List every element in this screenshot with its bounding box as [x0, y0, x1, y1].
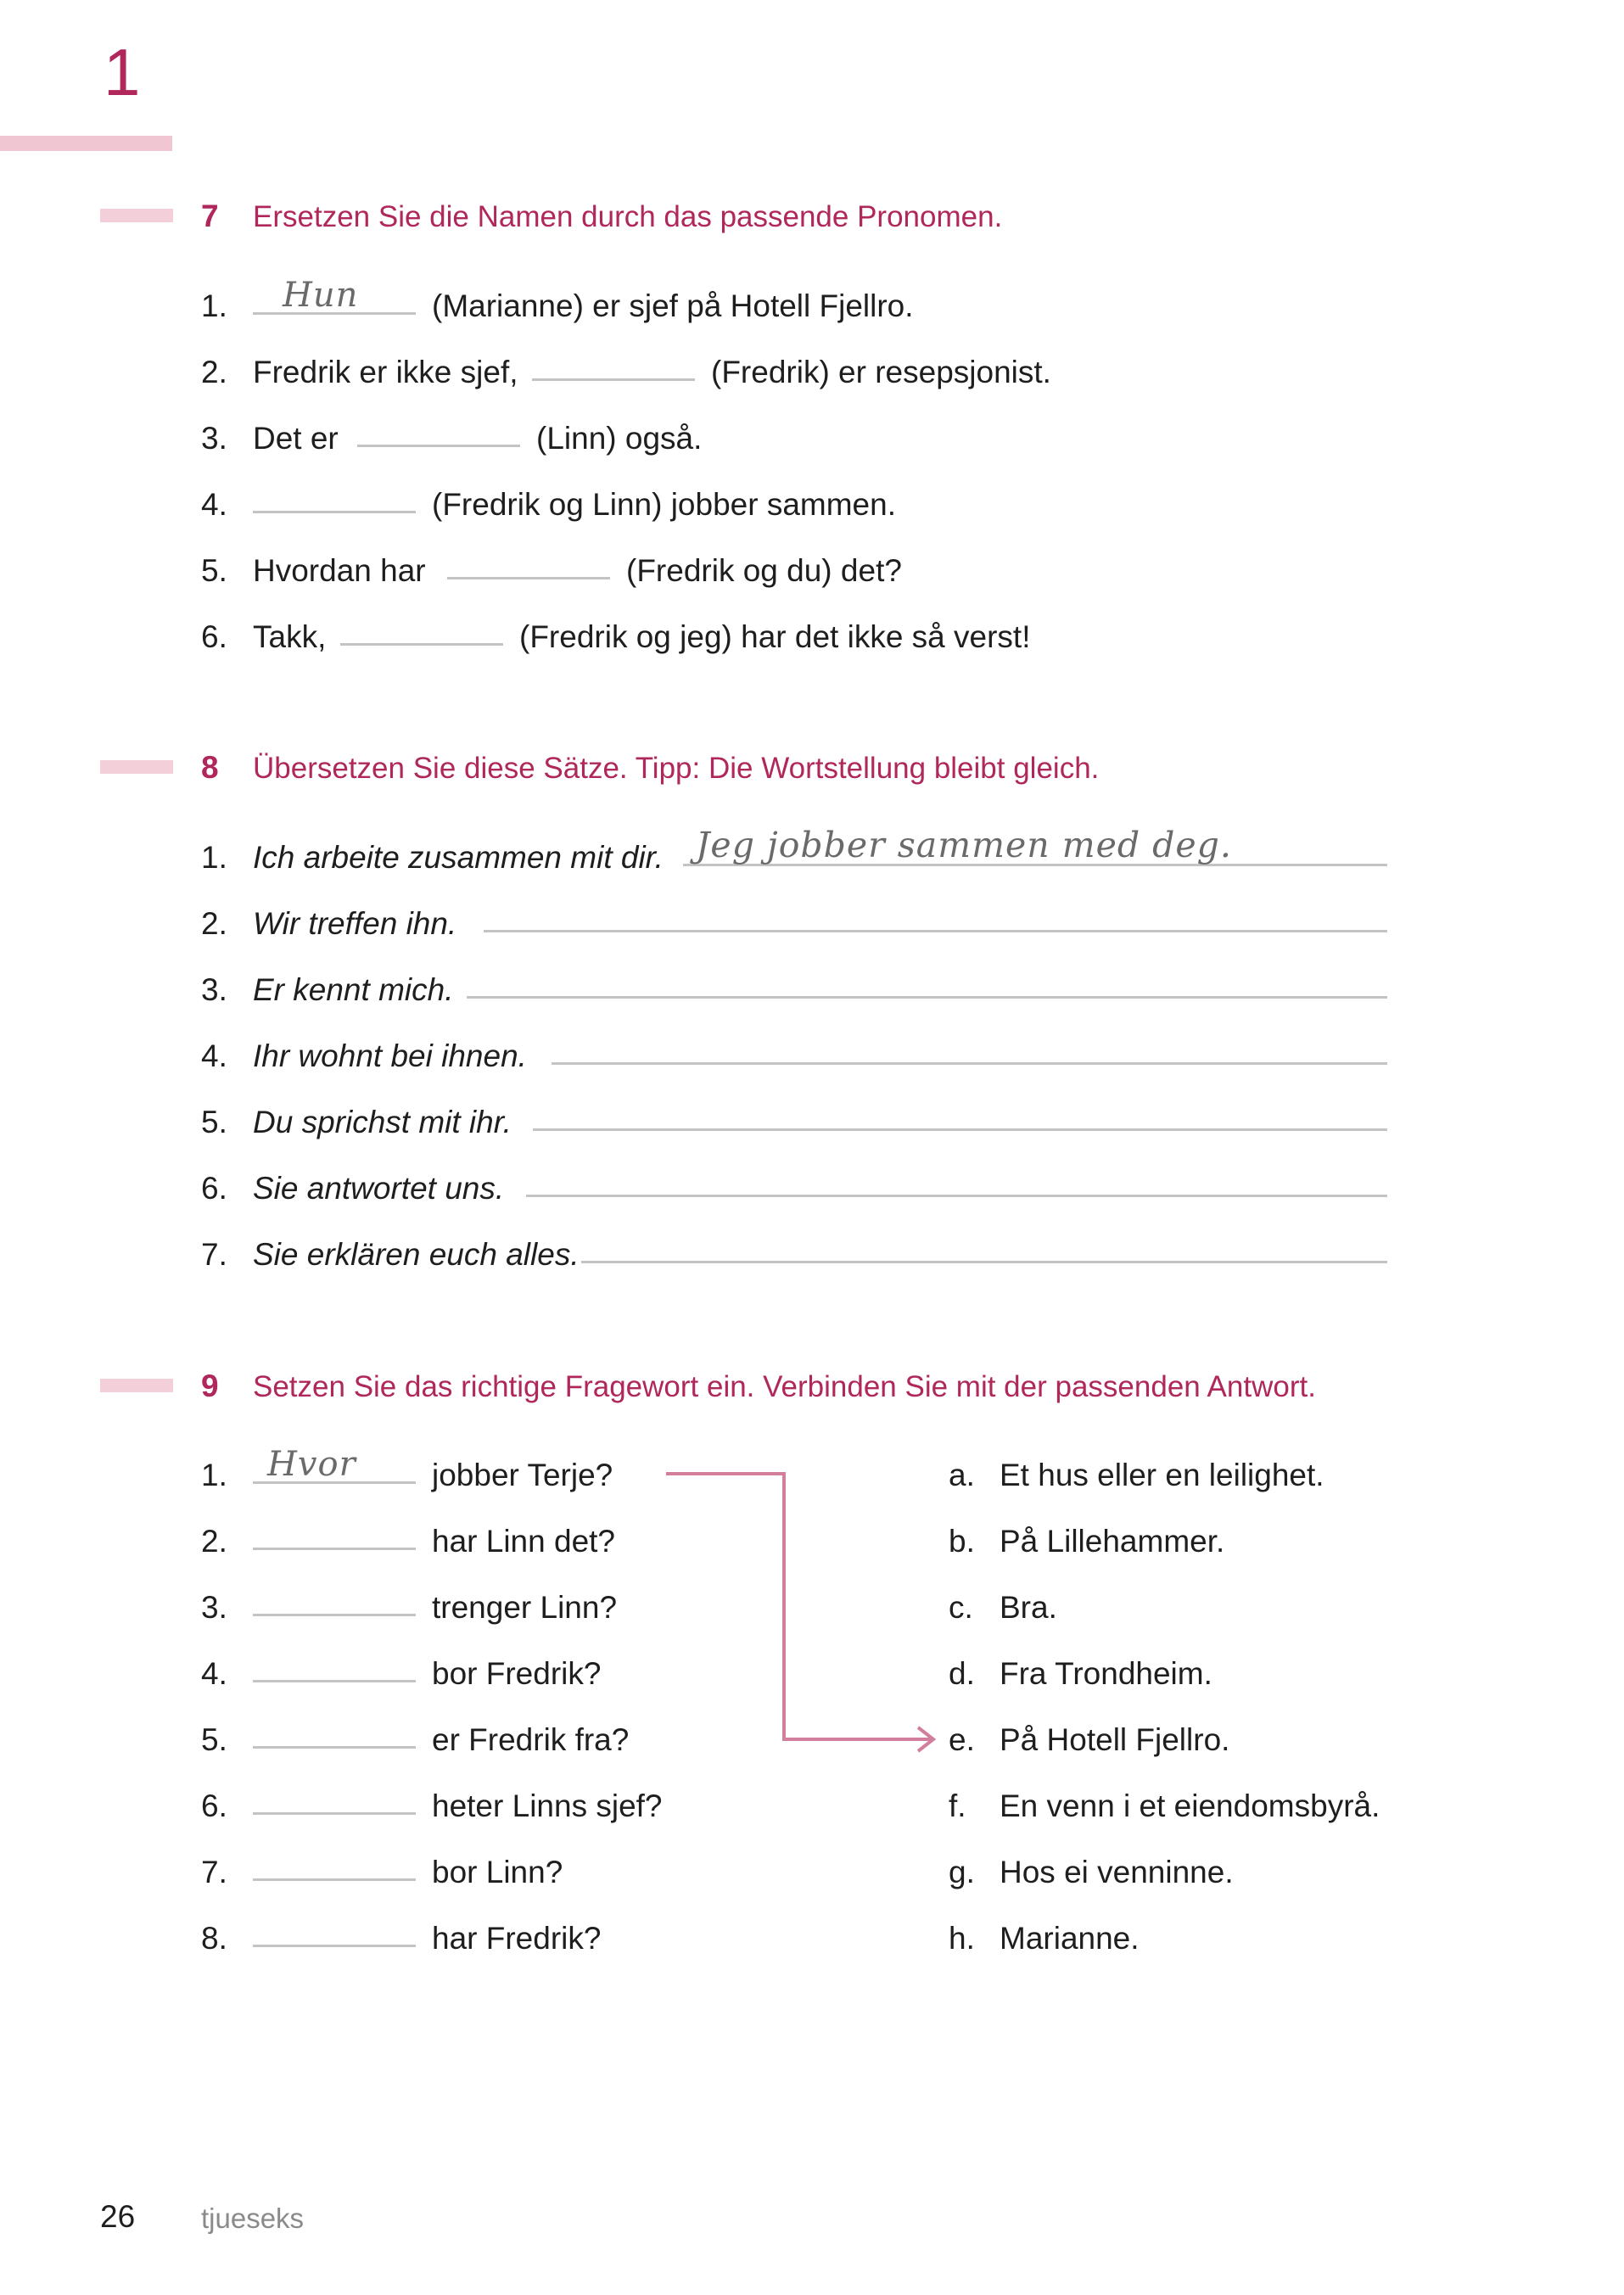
s9-answer-c-text[interactable]: Bra.: [1000, 1590, 1057, 1625]
s9-answer-f-letter: f.: [949, 1788, 966, 1823]
section-9-title: Setzen Sie das richtige Fragewort ein. Verbinden Sie mit der passenden Antwort.: [253, 1370, 1316, 1403]
s9-answer-g-text[interactable]: Hos ei venninne.: [1000, 1855, 1234, 1889]
page-number: 26: [100, 2199, 136, 2234]
s8-item-3-number: 3.: [201, 972, 227, 1007]
s9-question-1-answer: Hvor: [267, 1445, 356, 1484]
s9-answer-d-letter: d.: [949, 1656, 975, 1691]
s9-question-3-number: 3.: [201, 1590, 227, 1625]
s8-item-7-text: Sie erklären euch alles.: [253, 1237, 580, 1272]
s7-item-1-after: (Marianne) er sjef på Hotell Fjellro.: [432, 288, 914, 323]
s8-item-4-text: Ihr wohnt bei ihnen.: [253, 1038, 527, 1073]
s9-answer-e-text[interactable]: På Hotell Fjellro.: [1000, 1722, 1230, 1757]
s8-item-1-answer: Jeg jobber sammen med deg.: [696, 825, 1232, 865]
chapter-number: 1: [104, 35, 141, 109]
connection-line: [666, 1474, 932, 1739]
s9-question-4-number: 4.: [201, 1656, 227, 1691]
s9-question-3-text: trenger Linn?: [432, 1590, 618, 1625]
s9-question-5-number: 5.: [201, 1722, 227, 1757]
s9-question-6-number: 6.: [201, 1788, 227, 1823]
s9-question-1-text: jobber Terje?: [432, 1458, 613, 1492]
s7-item-3-before: Det er: [253, 421, 339, 456]
section-7-title: Ersetzen Sie die Namen durch das passende Pronomen.: [253, 200, 1003, 233]
s7-item-3-number: 3.: [201, 421, 227, 456]
s8-item-2-number: 2.: [201, 906, 227, 941]
page-number-word: tjueseks: [201, 2203, 305, 2234]
s7-item-6-number: 6.: [201, 619, 227, 654]
s7-item-1-answer: Hun: [283, 276, 359, 315]
section-7-number: 7: [201, 199, 219, 233]
s9-question-4-text: bor Fredrik?: [432, 1656, 602, 1691]
s7-item-5-after: (Fredrik og du) det?: [626, 553, 902, 588]
s9-answer-b-text[interactable]: På Lillehammer.: [1000, 1524, 1225, 1559]
s9-question-2-text: har Linn det?: [432, 1524, 616, 1559]
s9-question-5-text: er Fredrik fra?: [432, 1722, 630, 1757]
s8-item-5-text: Du sprichst mit ihr.: [253, 1105, 512, 1139]
s9-question-1-number: 1.: [201, 1458, 227, 1492]
s8-item-7-number: 7.: [201, 1237, 227, 1272]
s9-question-7-number: 7.: [201, 1855, 227, 1889]
s7-item-5-before: Hvordan har: [253, 553, 426, 588]
s9-answer-d-text[interactable]: Fra Trondheim.: [1000, 1656, 1212, 1691]
s8-item-6-number: 6.: [201, 1171, 227, 1206]
s9-answer-g-letter: g.: [949, 1855, 975, 1889]
section-8-number: 8: [201, 750, 219, 785]
s8-item-4-number: 4.: [201, 1038, 227, 1073]
s7-item-4-after: (Fredrik og Linn) jobber sammen.: [432, 487, 896, 522]
s9-answer-a-letter: a.: [949, 1458, 975, 1492]
s9-answer-f-text[interactable]: En venn i et eiendomsbyrå.: [1000, 1788, 1380, 1823]
s9-answer-e-letter: e.: [949, 1722, 975, 1757]
s9-question-8-number: 8.: [201, 1921, 227, 1956]
s8-item-6-text: Sie antwortet uns.: [253, 1171, 505, 1206]
s9-question-6-text: heter Linns sjef?: [432, 1788, 663, 1823]
s7-item-2-number: 2.: [201, 355, 227, 389]
s7-item-2-after: (Fredrik) er resepsjonist.: [711, 355, 1051, 389]
s9-question-7-text: bor Linn?: [432, 1855, 563, 1889]
s9-answer-a-text[interactable]: Et hus eller en leilighet.: [1000, 1458, 1324, 1492]
s7-item-2-before: Fredrik er ikke sjef,: [253, 355, 518, 389]
s7-item-5-number: 5.: [201, 553, 227, 588]
s9-answer-h-letter: h.: [949, 1921, 975, 1956]
s7-item-6-after: (Fredrik og jeg) har det ikke så verst!: [519, 619, 1031, 654]
section-8-title: Übersetzen Sie diese Sätze. Tipp: Die Wortstellung bleibt gleich.: [253, 752, 1100, 785]
s7-item-4-number: 4.: [201, 487, 227, 522]
s9-question-8-text: har Fredrik?: [432, 1921, 602, 1956]
s9-question-2-number: 2.: [201, 1524, 227, 1559]
s7-item-6-before: Takk,: [253, 619, 327, 654]
s8-item-1-text: Ich arbeite zusammen mit dir.: [253, 840, 664, 875]
s9-answer-h-text[interactable]: Marianne.: [1000, 1921, 1140, 1956]
s8-item-2-text: Wir treffen ihn.: [253, 906, 457, 941]
s8-item-1-number: 1.: [201, 840, 227, 875]
s9-answer-c-letter: c.: [949, 1590, 973, 1625]
s8-item-5-number: 5.: [201, 1105, 227, 1139]
s9-answer-b-letter: b.: [949, 1524, 975, 1559]
s7-item-1-number: 1.: [201, 288, 227, 323]
section-9-number: 9: [201, 1369, 219, 1403]
s7-item-3-after: (Linn) også.: [536, 421, 703, 456]
s8-item-3-text: Er kennt mich.: [253, 972, 454, 1007]
